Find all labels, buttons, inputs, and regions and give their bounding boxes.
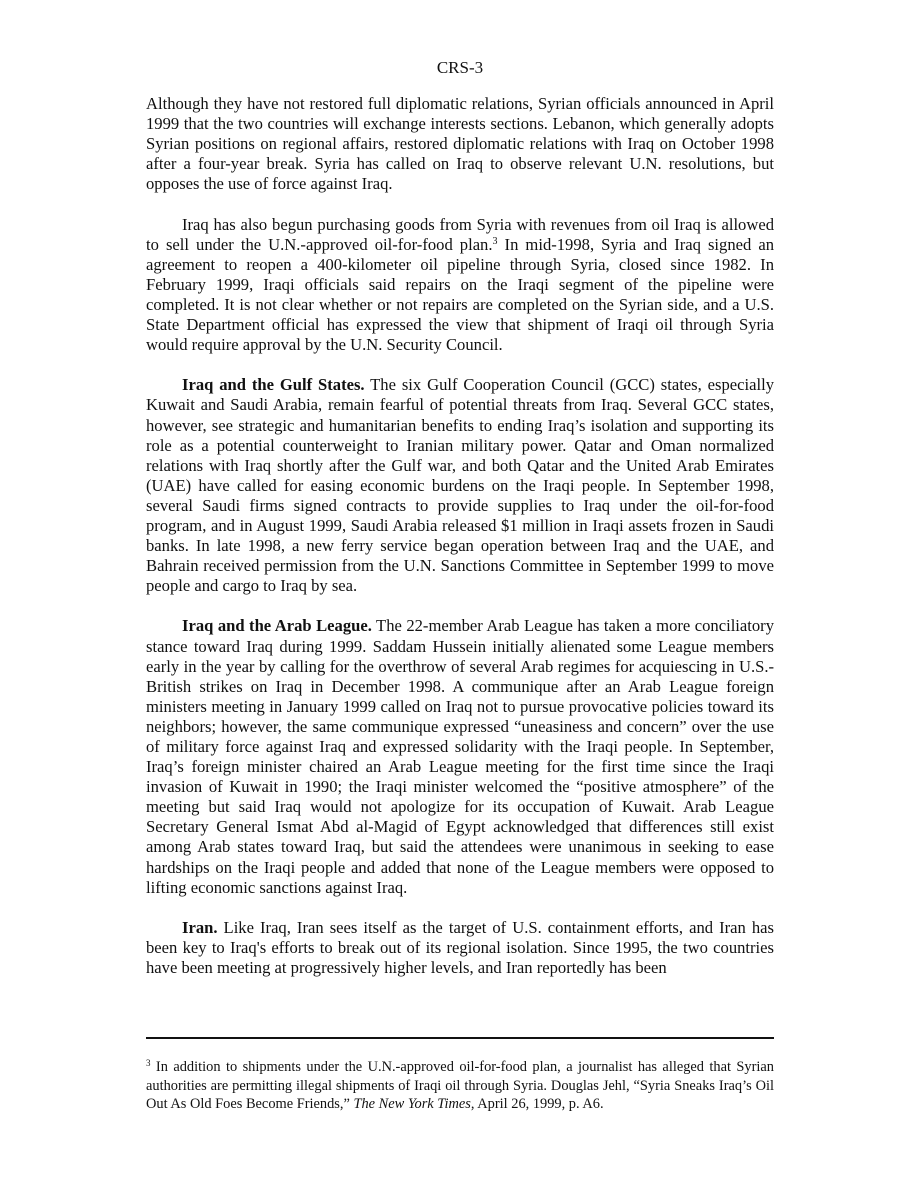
paragraph-text: In mid-1998, Syria and Iraq signed an agreement to reopen a 400-kilometer oil pipeline through Syria, closed since 1982. In February 1999, Iraqi officials said repairs on the Iraqi segment of the pipeline were completed. It is not clear whether or not repairs are completed on the Syrian side, and a U.S. State Department official has expressed the view that shipment of Iraqi oil through Syria would require approval by the U.N. Security Council. [146, 234, 774, 355]
footnote-text: In addition to shipments under the U.N.-approved oil-for-food plan, a journalist has alleged that Syrian authorities are permitting illegal shipments of Iraqi oil through Syria. Douglas Jehl, “Syria Sneaks Iraq’s Oil Out As Old Foes Become Friends,” [146, 1059, 774, 1112]
footnote-publication: The New York Times [353, 1096, 471, 1112]
footnote-number: 3 [146, 1058, 151, 1068]
paragraph-iran [146, 918, 774, 978]
paragraph-text: The six Gulf Cooperation Council (GCC) states, especially Kuwait and Saudi Arabia, remain fearful of potential threats from Iraq. Several GCC states, however, see strategic and humanitarian benefits to ending Iraq’s isolation and supporting its role as a potential counterweight to Iranian military power. Qatar and Oman normalized relations with Iraq shortly after the Gulf war, and both Qatar and the United Arab Emirates (UAE) have called for easing economic burdens on the Iraqi people. In September 1998, several Saudi firms signed contracts to provide supplies to Iraq under the oil-for-food program, and in August 1999, Saudi Arabia released $1 million in Iraqi assets frozen in Saudi banks. In late 1998, a new ferry service began operation between Iraq and the UAE, and Bahrain received permission from the U.N. Sanctions Committee in September 1999 to move people and cargo to Iraq by sea. [146, 375, 775, 596]
paragraph-syria-relations [146, 94, 774, 194]
footnote [146, 1058, 774, 1114]
section-heading-gulf-states: Iraq and the Gulf States. [182, 375, 365, 395]
paragraph-text: Like Iraq, Iran sees itself as the target of U.S. containment efforts, and Iran has been key to Iraq's efforts to break out of its regional isolation. Since 1995, the two countries have been meeting at progressively higher levels, and Iran reportedly has been [146, 917, 774, 978]
page-number: CRS-3 [436, 58, 484, 77]
body-text [146, 94, 774, 998]
paragraph-arab-league [146, 616, 774, 897]
paragraph-gulf-states [146, 375, 774, 596]
footnote-text: , April 26, 1999, p. A6. [470, 1096, 604, 1112]
paragraph-text: Although they have not restored full diplomatic relations, Syrian officials announced in April 1999 that the two countries will exchange interests sections. Lebanon, which generally adopts Syrian positions on regional affairs, restored diplomatic relations with Iraq on October 1998 after a four-year break. Syria has called on Iraq to observe relevant U.N. resolutions, but opposes the use of force against Iraq. [146, 94, 774, 194]
section-heading-arab-league: Iraq and the Arab League. [182, 616, 372, 636]
paragraph-text: The 22-member Arab League has taken a more conciliatory stance toward Iraq during 1999. Saddam Hussein initially alienated some League members early in the year by calling for the overthrow of several Arab regimes for acquiescing in U.S.-British strikes on Iraq in December 1998. A communique after an Arab League foreign ministers meeting in January 1999 called on Iraq not to pursue provocative policies toward its neighbors; however, the same communique expressed “uneasiness and concern” over the use of military force against Iraq and expressed solidarity with the Iraqi people. In September, Iraq’s foreign minister chaired an Arab League meeting for the first time since the Iraqi invasion of Kuwait in 1990; the Iraqi minister welcomed the “positive atmosphere” of the meeting but said Iraq would not apologize for its occupation of Kuwait. Arab League Secretary General Ismat Abd al-Magid of Egypt acknowledged that differences still exist among Arab states toward Iraq, but said the attendees were unanimous in seeking to ease hardships on the Iraqi people and added that none of the League members were opposed to lifting economic sanctions against Iraq. [146, 616, 775, 897]
section-heading-iran: Iran. [182, 917, 218, 937]
paragraph-syria-trade [146, 215, 774, 356]
footnote-reference: 3 [492, 235, 498, 247]
footnote-separator [146, 1037, 774, 1039]
paragraph-text: Iraq has also begun purchasing goods from Syria with revenues from oil Iraq is allowed to sell under the U.N.-approved oil-for-food plan. [146, 214, 774, 254]
